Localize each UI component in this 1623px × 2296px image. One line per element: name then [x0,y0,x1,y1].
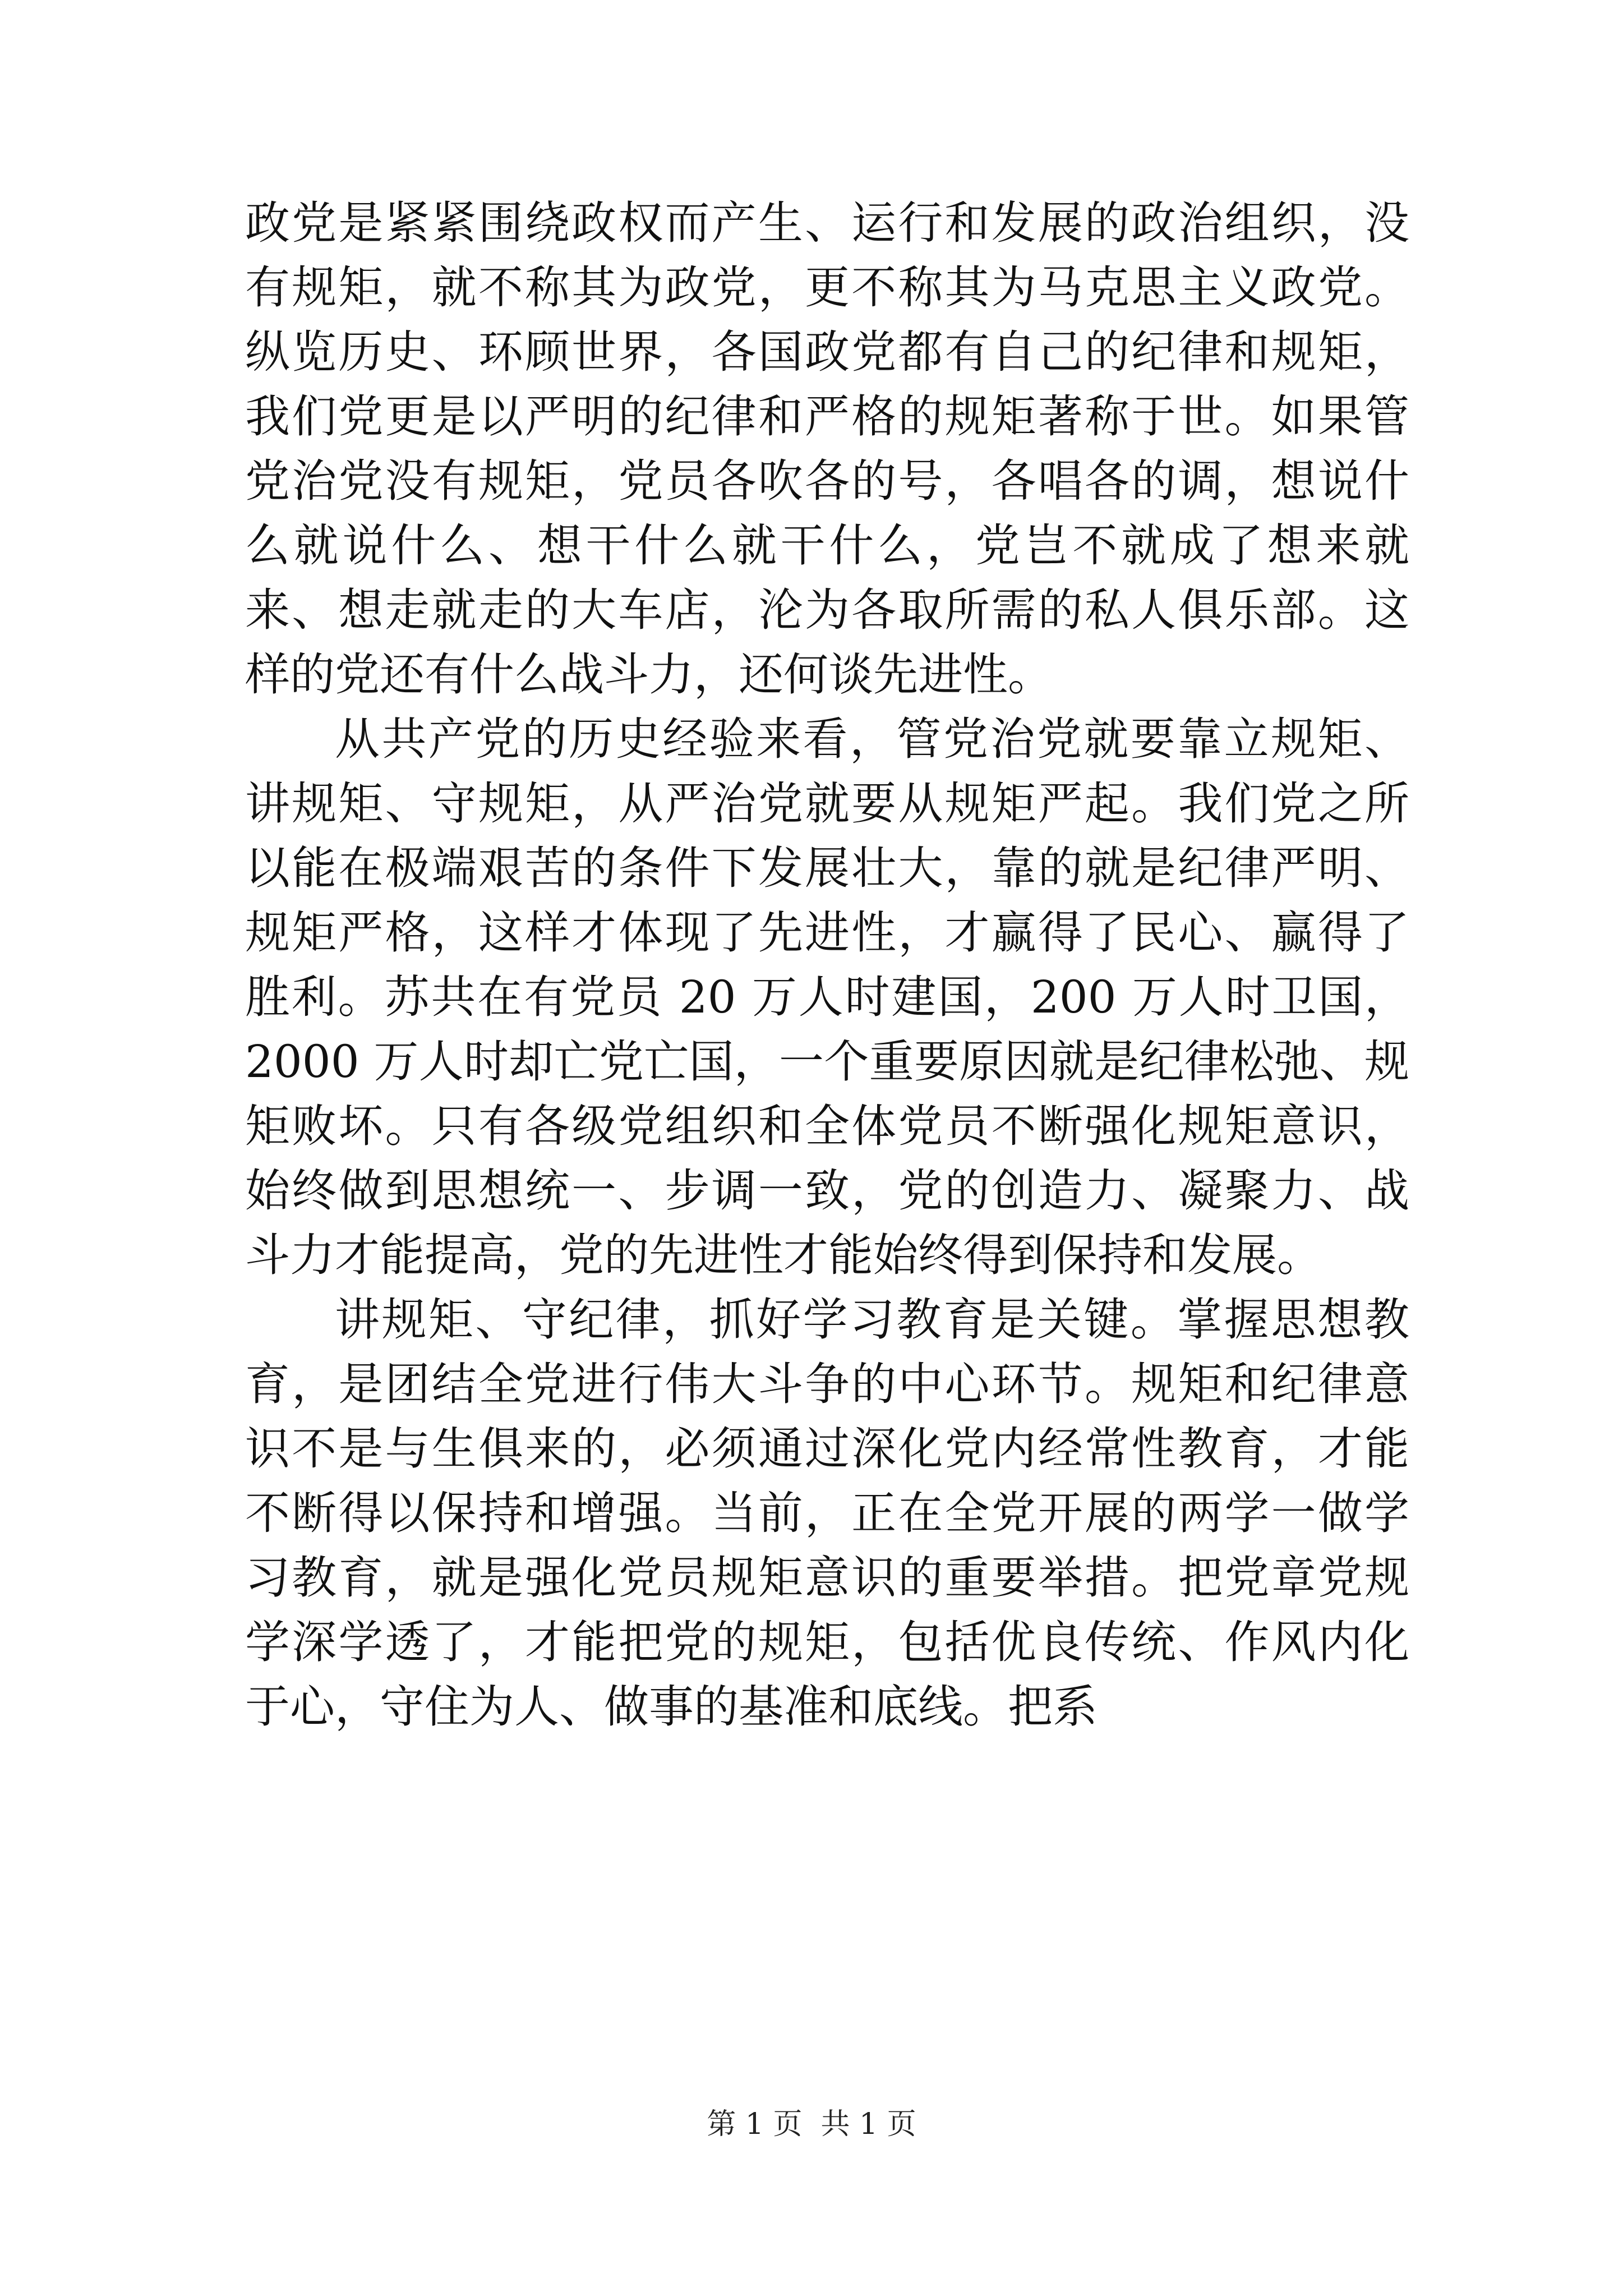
paragraph-1: 政党是紧紧围绕政权而产生、运行和发展的政治组织，没有规矩，就不称其为政党，更不称其为马克思主义政党。纵览历史、环顾世界，各国政党都有自己的纪律和规矩，我们党更是以严明的纪律和严格的规矩著称于世。如果管党治党没有规矩，党员各吹各的号，各唱各的调，想说什么就说什么、想干什么就干什么，党岂不就成了想来就来、想走就走的大车店，沦为各取所需的私人俱乐部。这样的党还有什么战斗力，还何谈先进性。 [245,197,1409,701]
paragraph-2: 从共产党的历史经验来看，管党治党就要靠立规矩、讲规矩、守规矩，从严治党就要从规矩严起。我们党之所以能在极端艰苦的条件下发展壮大，靠的就是纪律严明、规矩严格，这样才体现了先进性，才赢得了民心、赢得了胜利。苏共在有党员 20 万人时建国，200 万人时卫国，2000 万人时却亡党亡国，一个重要原因就是纪律松弛、规矩败坏。只有各级党组织和全体党员不断强化规矩意识，始终做到思想统一、步调一致，党的创造力、凝聚力、战斗力才能提高，党的先进性才能始终得到保持和发展。 [245,713,1409,1281]
paragraph-3: 讲规矩、守纪律，抓好学习教育是关键。掌握思想教育，是团结全党进行伟大斗争的中心环节。规矩和纪律意识不是与生俱来的，必须通过深化党内经常性教育，才能不断得以保持和增强。当前，正在全党开展的两学一做学习教育，就是强化党员规矩意识的重要举措。把党章党规学深学透了，才能把党的规矩，包括优良传统、作风内化于心，守住为人、做事的基准和底线。把系 [245,1294,1409,1733]
document-body [245,191,1409,1739]
page-footer: 第 1 页 共 1 页 [707,2108,916,2141]
